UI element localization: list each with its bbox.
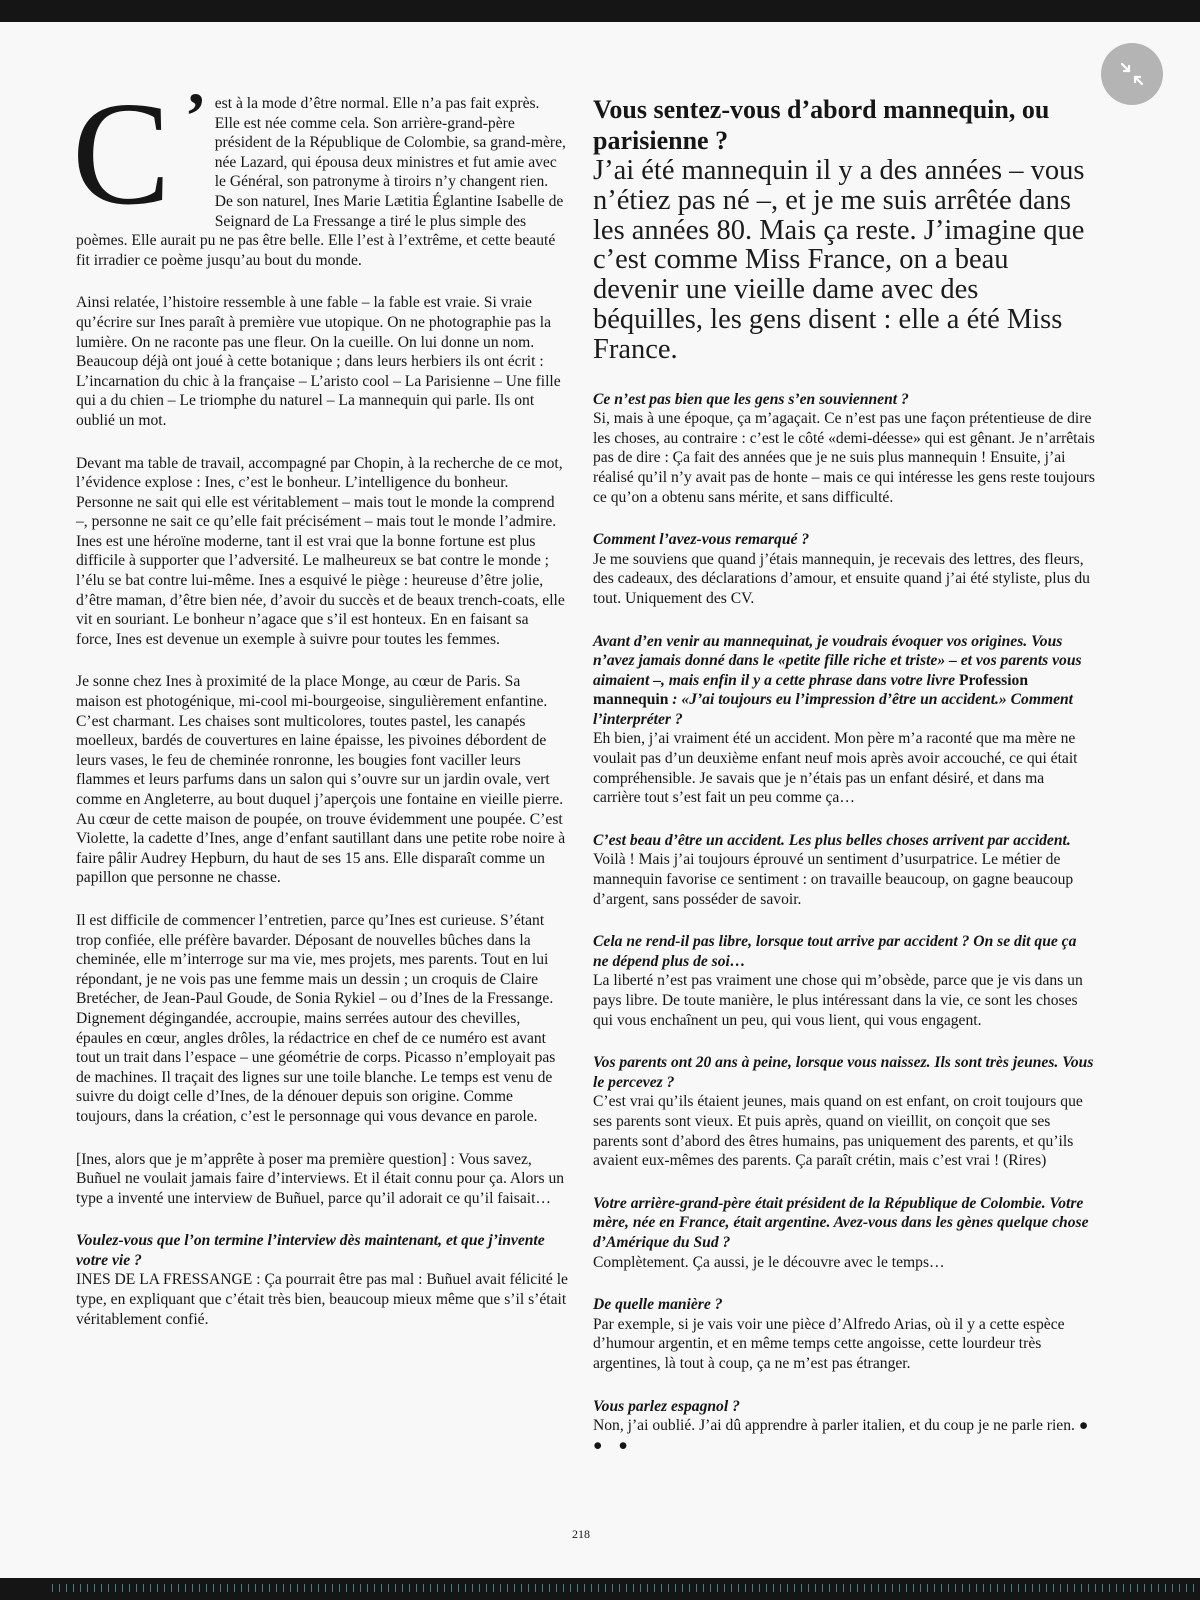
headline-question: Vous sentez-vous d’abord mannequin, ou parisienne ? — [593, 95, 1050, 155]
question: Voulez-vous que l’on termine l’interview dès maintenant, et que j’invente votre vie ? — [76, 1232, 545, 1269]
headline-answer: J’ai été mannequin il y a des années – vous n’étiez pas né –, et je me suis arrêtée dans les années 80. Mais ça reste. J’imagine que c’est comme Miss France, on a beau devenir une vieille dame avec des béquilles, les gens disent : elle a été Miss France. — [593, 155, 1085, 365]
right-column — [593, 94, 1095, 1478]
paragraph-6: [Ines, alors que je m’apprête à poser ma première question] : Vous savez, Buñuel ne voulait jamais faire d’interviews. Et il était connu pour ça. Alors un type a inventé une interview de Buñuel, parce qu’il adorait ce qu’il faisait… — [76, 1150, 565, 1207]
qa-block — [593, 1194, 1095, 1272]
bottom-bar — [0, 1578, 1200, 1600]
question: Ce n’est pas bien que les gens s’en souviennent ? — [593, 390, 909, 408]
page-number: 218 — [572, 1527, 590, 1541]
answer: INES DE LA FRESSANGE : Ça pourrait être pas mal : Buñuel avait félicité le type, en expliquant que c’était très bien, beaucoup mieux même que s’il s’était véritablement confié. — [76, 1271, 568, 1328]
answer: La liberté n’est pas vraiment une chose qui m’obsède, parce que je vis dans un pays libre. De toute manière, le plus intéressant dans la vie, ce sont les choses qui vous enchaînent un peu, qui vous lient, qui vous engagent. — [593, 972, 1083, 1029]
question: Cela ne rend-il pas libre, lorsque tout arrive par accident ? On se dit que ça ne dépend plus de soi… — [593, 933, 1077, 970]
collapse-arrows-icon — [1118, 60, 1146, 88]
answer: Eh bien, j’ai vraiment été un accident. Mon père m’a raconté que ma mère ne voulait pas d’un deuxième enfant neuf mois après avoir accouché, ce qui était compréhensible. Je savais que je n’étais pas un enfant désiré, et dans ma carrière tout s’est fait un peu comme ça… — [593, 730, 1078, 807]
question: Avant d’en venir au mannequinat, je voudrais évoquer vos origines. Vous n’avez jamais donné dans le «petite fille riche et triste» – et vos parents vous aimaient –, mais enfin il y a cette phrase dans votre livre Profession mannequin : «J’ai toujours eu l’impression d’être un accident.» Comment l’interpréter ? — [593, 632, 1082, 728]
qa-block — [593, 932, 1095, 1030]
question: Vos parents ont 20 ans à peine, lorsque vous naissez. Ils sont très jeunes. Vous le percevez ? — [593, 1054, 1094, 1091]
qa-block — [593, 632, 1095, 808]
left-column — [72, 72, 568, 1352]
qa-block — [593, 831, 1095, 909]
paragraph-1: est à la mode d’être normal. Elle n’a pas fait exprès. Elle est née comme cela. Son arrière-grand-père président de la République de Colombie, sa grand-mère, née Lazard, qui épousa deux ministres et fut amie avec le Général, son patronyme à tiroirs n’y changent rien. De son naturel, Ines Marie Lætitia Églantine Isabelle de Seignard de La Fressange a tiré le plus simple des poèmes. Elle aurait pu ne pas être belle. Elle l’est à l’extrême, et cette beauté fit irradier ce poème jusqu’au bout du monde. — [76, 95, 566, 269]
answer: Je me souviens que quand j’étais mannequin, je recevais des lettres, des fleurs, des cadeaux, des déclarations d’amour, et ensuite quand j’ai été styliste, plus du tout. Uniquement des CV. — [593, 550, 1090, 607]
paragraph-4: Je sonne chez Ines à proximité de la place Monge, au cœur de Paris. Sa maison est photogénique, mi-cool mi-bourgeoise, singulièrement enfantine. C’est charmant. Les chaises sont multicolores, toutes pastel, les canapés moelleux, bardés de couvertures en laine épaisse, les pivoines débordent de leurs vases, le feu de cheminée ronronne, les bougies font vaciller leurs flammes et leurs parfums dans un salon qui s’ouvre sur un jardin ovale, vert comme en Angleterre, au bout duquel j’aperçois une fontaine en vieille pierre. Au cœur de cette maison de poupée, on trouve évidemment une poupée. C’est Violette, la cadette d’Ines, ange d’enfant sautillant dans une petite robe noire à faire pâlir Audrey Hepburn, du haut de ses 15 ans. Elle disparaît comme un papillon que personne ne chasse. — [76, 673, 566, 887]
qa-block — [593, 390, 1095, 508]
end-mark: ● ● ● — [593, 1417, 1095, 1454]
qa-block — [593, 530, 1095, 608]
question: Vous parlez espagnol ? — [593, 1397, 740, 1415]
qa-block — [593, 1295, 1095, 1373]
drop-cap-apostrophe: ’ — [184, 80, 207, 153]
intro-paragraph-block — [72, 72, 568, 270]
answer: Voilà ! Mais j’ai toujours éprouvé un sentiment d’usurpatrice. Le métier de mannequin favorise ce sentiment : on travaille beaucoup, on gagne beaucoup d’argent, sans posséder de savoir. — [593, 851, 1074, 908]
page-scrubber[interactable] — [52, 1584, 1200, 1592]
answer: C’est vrai qu’ils étaient jeunes, mais quand on est enfant, on croit toujours que ses parents sont vieux. Et puis après, quand on vieillit, on conçoit que ses parents sont d’abord des êtres humains, pas uniquement des parents, et qu’ils avaient eux-mêmes des parents. Ça paraît crétin, mais c’est vrai ! (Rires) — [593, 1093, 1083, 1170]
paragraph-5: Il est difficile de commencer l’entretien, parce qu’Ines est curieuse. S’étant trop confiée, elle préfère bavarder. Déposant de nouvelles bûches dans la cheminée, elle m’interroge sur ma vie, mes projets, mes parents. Tout en lui répondant, je ne vois pas une femme mais un dessin ; un croquis de Claire Bretécher, de Jean-Paul Goude, de Sonia Rykiel – ou d’Ines de la Fressange. Dignement dégingandée, accroupie, mains serrées autour des chevilles, épaules en cœur, angles drôles, la rédactrice en chef de ce numéro est avant tout un trait dans l’espace – une géométrie de corps. Picasso n’employait pas de machines. Il traçait des lignes sur une toile blanche. Le temps est venu de suivre du doigt celle d’Ines, de la dénouer depuis son origine. Comme toujours, dans la création, c’est le personnage qui vous devance en parole. — [76, 911, 556, 1125]
qa-block — [593, 1053, 1095, 1171]
paragraph-2: Ainsi relatée, l’histoire ressemble à une fable – la fable est vraie. Si vraie qu’écrire sur Ines paraît à première vue utopique. On ne photographie pas la lumière. On ne raconte pas une fleur. On la cueille. On lui donne un nom. Beaucoup déjà ont joué à cette botanique ; dans leurs herbiers ils ont écrit : L’incarnation du chic à la française – L’aristo cool – La Parisienne – Une fille qui a du chien – Le triomphe du naturel – La mannequin qui parle. Ils ont oublié un mot. — [76, 294, 561, 429]
exit-fullscreen-button[interactable] — [1101, 43, 1163, 105]
qa-block — [593, 1397, 1095, 1456]
question: De quelle manière ? — [593, 1296, 723, 1314]
qa-block — [76, 1231, 568, 1329]
paragraph-3: Devant ma table de travail, accompagné par Chopin, à la recherche de ce mot, l’évidence explose : Ines, c’est le bonheur. L’intelligence du bonheur. Personne ne sait qui elle est véritablement – mais tout le monde la comprend –, personne ne sait ce qu’elle fait précisément – mais tout le monde l’admire. Ines est une héroïne moderne, tant il est vrai que la bonne fortune est plus difficile à supporter que l’adversité. Le malheureux se bat contre le monde ; l’élu se bat contre lui-même. Ines a esquivé le piège : heureuse d’être jolie, d’être maman, d’être bien née, d’avoir du succès et de beaux trench-coats, elle vit en souriant. Le bonheur n’agace que s’il est honteux. En en faisant sa force, Ines est devenue un exemple à suivre pour toutes les femmes. — [76, 454, 565, 648]
question: C’est beau d’être un accident. Les plus belles choses arrivent par accident. — [593, 831, 1071, 849]
top-bar — [0, 0, 1200, 22]
drop-cap: C ’ — [72, 72, 207, 236]
answer: Non, j’ai oublié. J’ai dû apprendre à parler italien, et du coup je ne parle rien. — [593, 1417, 1075, 1435]
question: Comment l’avez-vous remarqué ? — [593, 531, 810, 549]
book-title: Profession mannequin — [593, 671, 1029, 709]
answer: Complètement. Ça aussi, je le découvre avec le temps… — [593, 1253, 945, 1271]
answer: Si, mais à une époque, ça m’agaçait. Ce n’est pas une façon prétentieuse de dire les choses, au contraire : c’est le côté «demi-déesse» qui est gênant. Je n’arrêtais pas de dire : Ça fait des années que je ne suis plus mannequin ! Ensuite, j’ai réalisé qu’il n’y avait pas de honte – mais ce qui intéresse les gens reste toujours ce qu’on a obtenu sans mérite, et sans difficulté. — [593, 410, 1095, 506]
question: Votre arrière-grand-père était président de la République de Colombie. Votre mère, née en France, était argentine. Avez-vous dans les gènes quelque chose d’Amérique du Sud ? — [593, 1194, 1089, 1251]
answer: Par exemple, si je vais voir une pièce d’Alfredo Arias, où il y a cette espèce d’humour argentin, et en même temps cette angoisse, cette lourdeur très argentines, là tout à coup, ça ne m’est pas étranger. — [593, 1315, 1065, 1372]
